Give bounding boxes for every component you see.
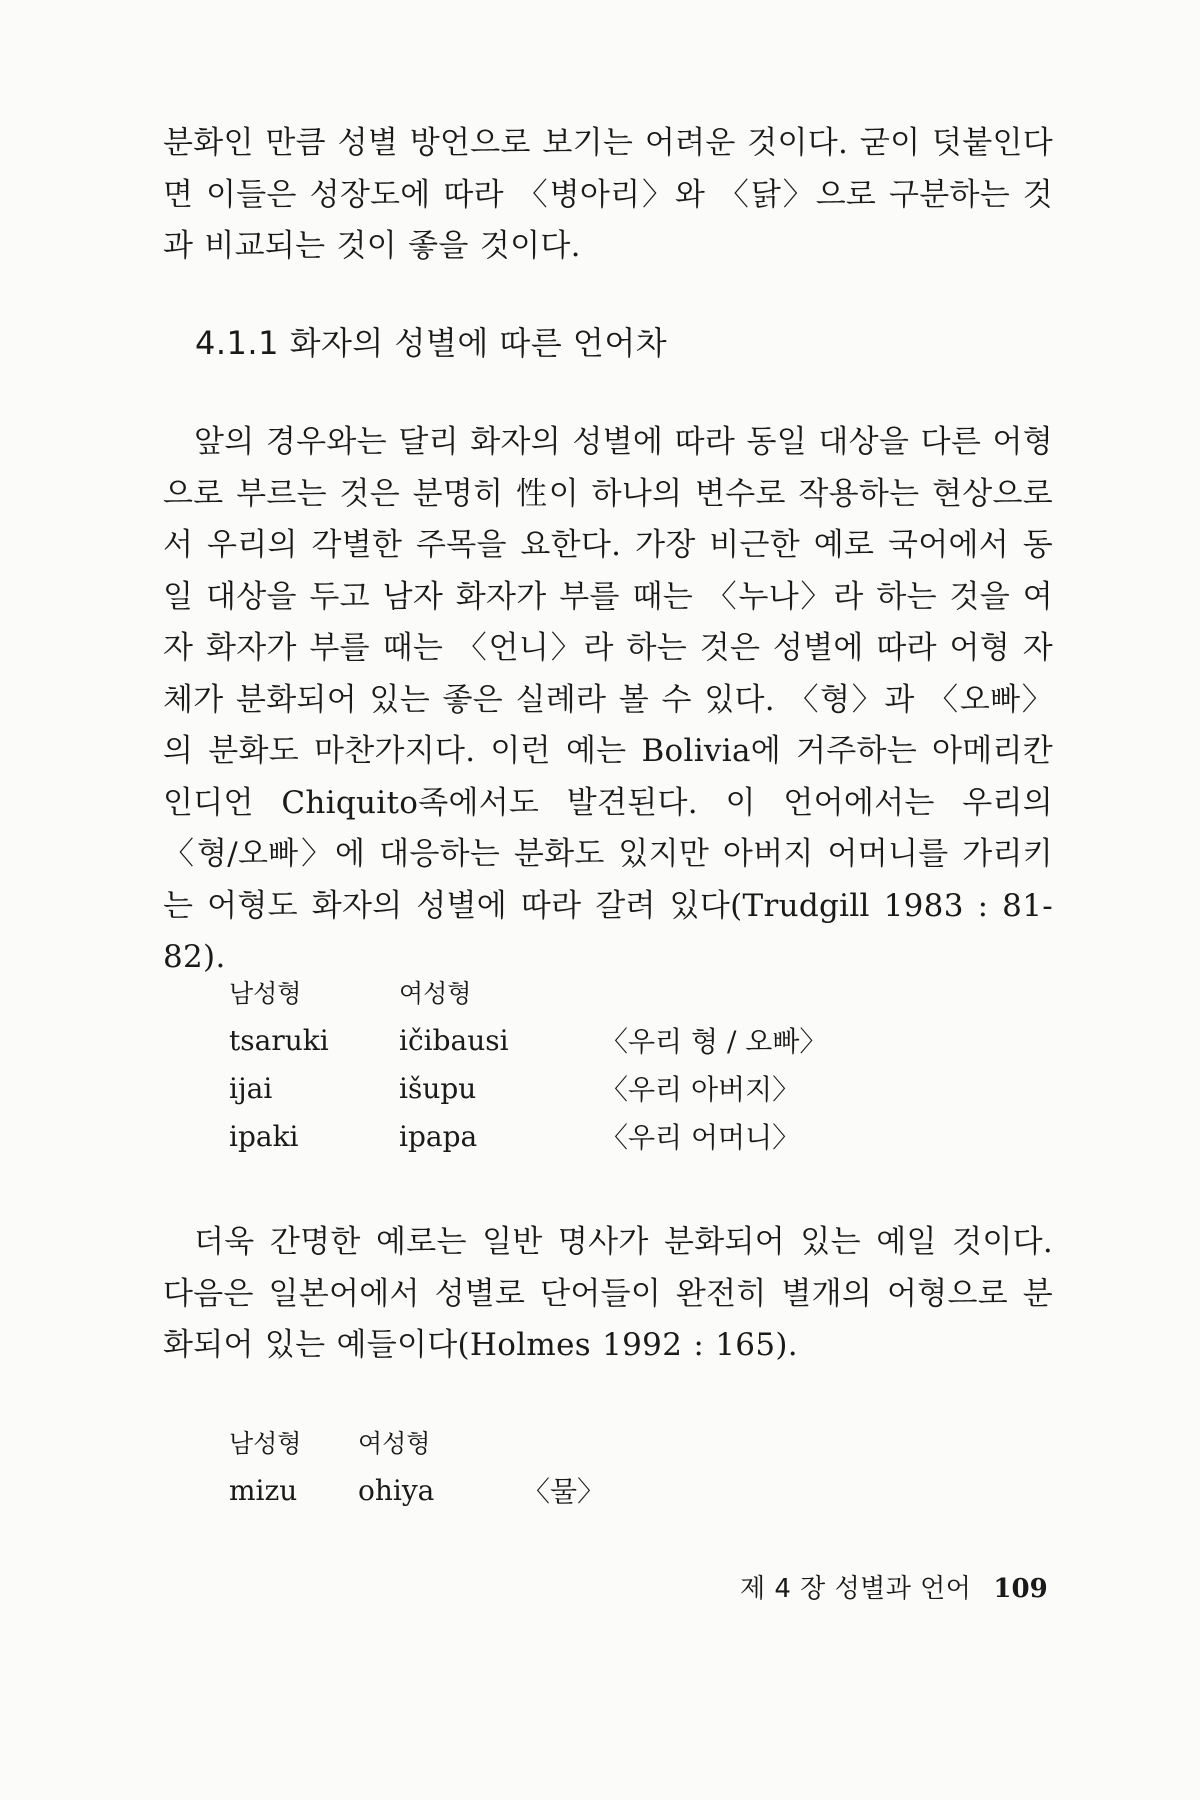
gloss: 〈우리 아버지〉 <box>600 1073 801 1106</box>
female-form: ipapa <box>399 1119 478 1153</box>
column-header-male: 남성형 <box>229 1429 302 1458</box>
male-form: mizu <box>229 1473 298 1507</box>
table-row <box>229 1016 860 1064</box>
gloss: 〈우리 형 / 오빠〉 <box>600 1025 828 1058</box>
paragraph-main: 앞의 경우와는 달리 화자의 성별에 따라 동일 대상을 다른 어형으로 부르는 것은 분명히 性이 하나의 변수로 작용하는 현상으로서 우리의 각별한 주목을 요한다. 가장 비근한 예로 국어에서 동일 대상을 두고 남자 화자가 부를 때는 〈누나〉라 하는 것을 여자 화자가 부를 때는 〈언니〉라 하는 것은 성별에 따라 어형 자체가 분화되어 있는 좋은 실례라 볼 수 있다. 〈형〉과 〈오빠〉의 분화도 마찬가지다. 이런 예는 Bolivia에 거주하는 아메리칸 인디언 Chiquito족에서도 발견된다. 이 언어에서는 우리의 〈형/오빠〉에 대응하는 분화도 있지만 아버지 어머니를 가리키는 어형도 화자의 성별에 따라 갈려 있다(Trudgill 1983 : 81-82). <box>163 424 1053 975</box>
female-form: ičibausi <box>399 1023 509 1057</box>
column-header-male: 남성형 <box>229 979 302 1008</box>
gloss: 〈물〉 <box>522 1475 606 1508</box>
gloss: 〈우리 어머니〉 <box>600 1121 801 1154</box>
chapter-title: 제 4 장 성별과 언어 <box>740 1574 972 1604</box>
table-row <box>229 1112 860 1160</box>
column-header-female: 여성형 <box>399 979 472 1008</box>
male-form: tsaruki <box>229 1023 329 1057</box>
column-header-female: 여성형 <box>358 1429 431 1458</box>
chiquito-example-table <box>229 968 860 1160</box>
table-row <box>229 1064 860 1112</box>
column-header-gloss <box>522 1418 642 1466</box>
male-form: ijai <box>229 1071 273 1105</box>
japanese-example-table <box>229 1418 642 1514</box>
table-header-row <box>229 1418 642 1466</box>
female-form: išupu <box>399 1071 477 1105</box>
paragraph-intro: 분화인 만큼 성별 방언으로 보기는 어려운 것이다. 굳이 덧붙인다면 이들은 성장도에 따라 〈병아리〉와 〈닭〉으로 구분하는 것과 비교되는 것이 좋을 것이다. <box>163 125 1053 264</box>
male-form: ipaki <box>229 1119 299 1153</box>
page-number: 109 <box>993 1574 1048 1604</box>
table-row <box>229 1466 642 1514</box>
page-footer <box>740 1568 1048 1605</box>
section-heading: 4.1.1 화자의 성별에 따른 언어차 <box>195 324 668 362</box>
female-form: ohiya <box>358 1473 435 1507</box>
paragraph-second: 더욱 간명한 예로는 일반 명사가 분화되어 있는 예일 것이다. 다음은 일본어에서 성별로 단어들이 완전히 별개의 어형으로 분화되어 있는 예들이다(Holmes 1992 : 165). <box>163 1224 1053 1363</box>
column-header-gloss <box>600 968 860 1016</box>
table-header-row <box>229 968 860 1016</box>
